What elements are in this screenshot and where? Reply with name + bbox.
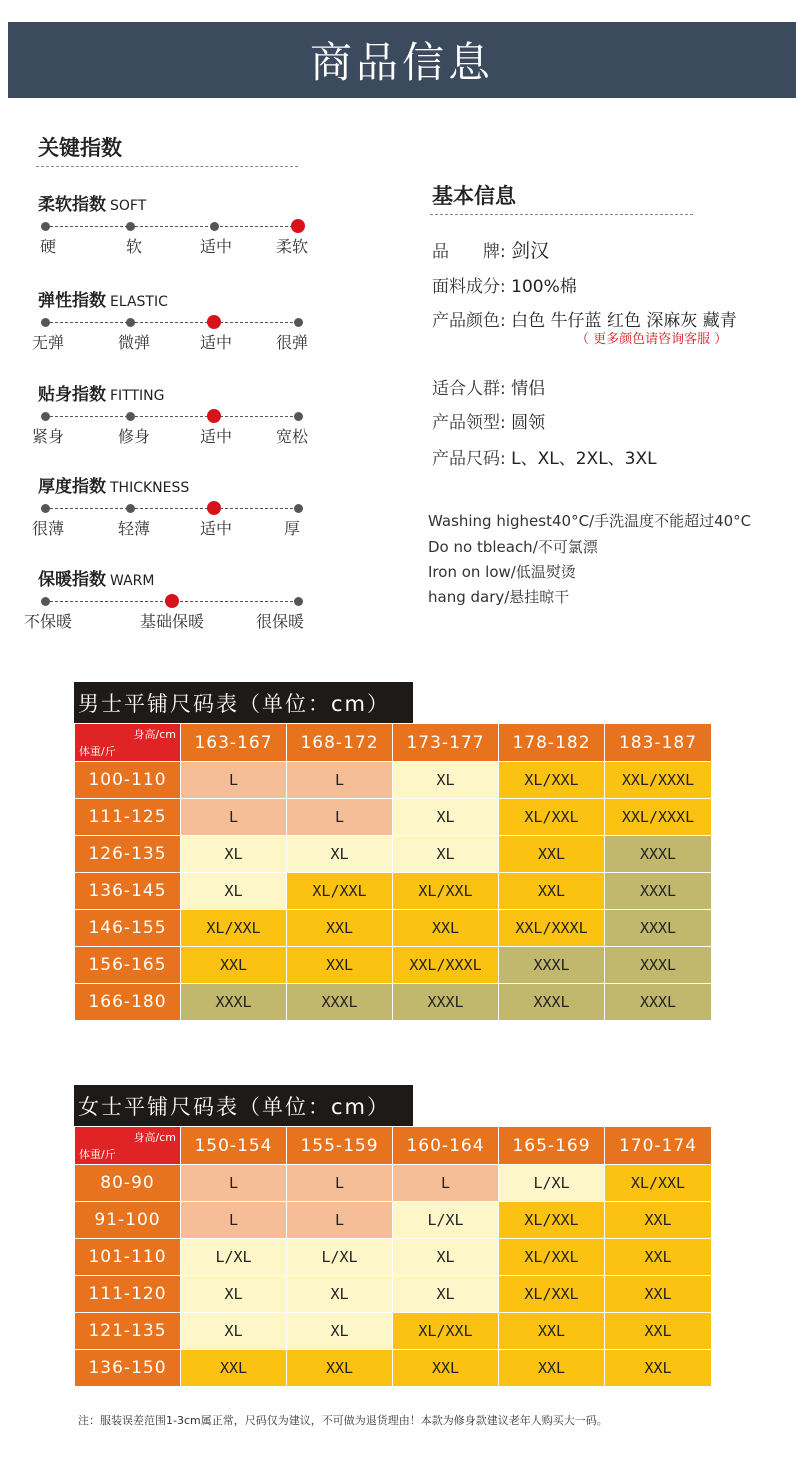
index-name: 柔软指数 [38,195,106,215]
women-size-cell: XL [287,1276,393,1313]
women-size-cell: L/XL [181,1239,287,1276]
men-height-header: 163-167 [181,724,287,762]
men-corner-cell [75,724,181,762]
men-size-cell: XXXL [605,873,712,910]
women-size-cell: L [181,1202,287,1239]
index-scale-dot [126,222,135,231]
index-scale-label: 很保暖 [255,612,305,631]
index-scale-label: 软 [125,237,143,256]
index-scale-dot [294,412,303,421]
basic-info-title: 基本信息 [432,184,516,208]
index-scale-label: 无弹 [31,333,65,352]
women-size-cell: XXL [181,1350,287,1387]
index-scale-line [45,322,298,323]
men-weight-header: 136-145 [75,873,181,910]
women-size-cell: XL [181,1276,287,1313]
men-table-row [75,947,712,984]
page-banner [8,22,796,98]
index-scale-marker [207,409,221,423]
basic-info-underline [430,214,693,215]
index-scale-label: 修身 [117,427,151,446]
size-value: L、XL、2XL、3XL [511,449,657,469]
women-size-cell: XL/XXL [499,1276,605,1313]
index-scale-dot [294,318,303,327]
men-size-cell: XL [393,762,499,799]
color-value: 白色 牛仔蓝 红色 深麻灰 藏青 [511,311,737,331]
men-table-row [75,873,712,910]
men-size-cell: XXXL [605,836,712,873]
index-scale-label: 不保暖 [23,612,73,631]
size-footnote: 注：服装误差范围1-3cm属正常，尺码仅为建议，不可做为退货理由！本款为修身款建议老年人购买大一码。 [78,1414,608,1427]
men-table-row [75,984,712,1021]
crowd-value: 情侣 [511,379,546,399]
index-scale-label: 很弹 [275,333,309,352]
index-name: 贴身指数 [38,385,106,405]
men-size-cell: XXL [287,910,393,947]
index-scale-label: 柔软 [275,237,309,256]
men-size-cell: XL/XXL [287,873,393,910]
index-scale-label: 适中 [199,427,233,446]
corner-height-label: 身高/cm [133,1131,176,1144]
men-size-cell: XL [287,836,393,873]
women-size-cell: XL [287,1313,393,1350]
women-size-cell: XXL [605,1202,712,1239]
men-size-cell: XXL/XXXL [499,910,605,947]
index-scale-line [45,416,298,417]
women-weight-header: 91-100 [75,1202,181,1239]
men-size-cell: L [181,799,287,836]
fabric-value: 100%棉 [511,277,577,297]
men-weight-header: 100-110 [75,762,181,799]
women-size-cell: XL/XXL [499,1239,605,1276]
key-index-underline [36,166,298,167]
women-size-cell: XXL [499,1350,605,1387]
men-size-cell: XL/XXL [393,873,499,910]
index-scale-marker [165,594,179,608]
men-height-header: 183-187 [605,724,712,762]
women-size-cell: L [181,1165,287,1202]
collar-line [432,408,545,433]
women-size-cell: XL/XXL [393,1313,499,1350]
men-size-cell: XL/XXL [181,910,287,947]
index-scale-label: 适中 [199,237,233,256]
women-size-table [74,1126,712,1387]
index-en-name: THICKNESS [110,480,190,496]
crowd-label: 适合人群: [432,379,506,399]
color-label: 产品颜色: [432,311,506,331]
corner-weight-label: 体重/斤 [79,1148,116,1161]
care-line: hang dary/悬挂晾干 [428,588,570,606]
women-weight-header: 111-120 [75,1276,181,1313]
collar-label: 产品领型: [432,413,506,433]
brand-label: 品 牌: [432,242,506,262]
corner-height-label: 身高/cm [133,728,176,741]
men-header-row [75,724,712,762]
size-line [432,444,657,469]
index-scale-label: 宽松 [275,427,309,446]
men-size-cell: L [287,762,393,799]
men-size-cell: XXXL [499,984,605,1021]
women-size-cell: XXL [605,1239,712,1276]
index-scale-label: 适中 [199,333,233,352]
index-scale-dot [41,504,50,513]
index-scale-dot [41,597,50,606]
index-scale-line [45,226,298,227]
men-height-header: 173-177 [393,724,499,762]
women-height-header: 170-174 [605,1127,712,1165]
men-size-cell: XXL [181,947,287,984]
women-size-table-title: 女士平铺尺码表（单位：cm） [74,1085,413,1126]
women-table-row [75,1202,712,1239]
men-weight-header: 126-135 [75,836,181,873]
men-size-cell: XL [181,873,287,910]
men-size-cell: XL [393,799,499,836]
index-scale-dot [294,504,303,513]
women-size-cell: XL [393,1276,499,1313]
women-size-cell: L/XL [393,1202,499,1239]
men-size-table-title: 男士平铺尺码表（单位：cm） [74,682,413,723]
women-height-header: 160-164 [393,1127,499,1165]
men-table-row [75,762,712,799]
men-size-cell: L [181,762,287,799]
index-scale-dot [41,222,50,231]
women-size-cell: XXL [605,1350,712,1387]
women-size-cell: XXL [393,1350,499,1387]
men-size-cell: L [287,799,393,836]
women-size-cell: L/XL [287,1239,393,1276]
index-scale-label: 适中 [199,519,233,538]
women-size-cell: XXL [605,1313,712,1350]
index-scale-dot [294,597,303,606]
index-name: 弹性指数 [38,291,106,311]
color-note: （ 更多颜色请咨询客服 ） [576,332,728,347]
corner-weight-label: 体重/斤 [79,745,116,758]
men-table-row [75,910,712,947]
care-line: Do no tbleach/不可氯漂 [428,538,598,556]
men-size-cell: XXXL [287,984,393,1021]
men-size-cell: XXL/XXXL [605,799,712,836]
index-en-name: ELASTIC [110,294,168,310]
women-size-cell: L/XL [499,1165,605,1202]
index-heading [38,380,165,405]
men-size-cell: XXXL [605,910,712,947]
index-name: 保暖指数 [38,570,106,590]
men-size-cell: XL [181,836,287,873]
index-scale-marker [207,315,221,329]
index-en-name: FITTING [110,388,165,404]
index-scale-label: 硬 [39,237,57,256]
index-scale-label: 紧身 [31,427,65,446]
women-size-cell: L [287,1202,393,1239]
index-scale-dot [126,412,135,421]
women-size-cell: XL [181,1313,287,1350]
men-size-cell: XXXL [393,984,499,1021]
men-weight-header: 156-165 [75,947,181,984]
men-weight-header: 111-125 [75,799,181,836]
men-size-cell: XXXL [181,984,287,1021]
index-heading [38,472,189,497]
fabric-line [432,272,577,297]
women-table-row [75,1276,712,1313]
men-height-header: 168-172 [287,724,393,762]
women-size-cell: L [287,1165,393,1202]
women-size-cell: L [393,1165,499,1202]
men-size-cell: XXL [287,947,393,984]
brand-value: 剑汉 [511,240,550,262]
women-size-cell: XXL [287,1350,393,1387]
men-size-cell: XL/XXL [499,762,605,799]
index-scale-label: 厚 [283,519,301,538]
banner-title: 商品信息 [309,38,494,87]
men-weight-header: 166-180 [75,984,181,1021]
index-scale-label: 轻薄 [117,519,151,538]
men-size-cell: XXXL [605,947,712,984]
index-scale-dot [210,222,219,231]
men-size-cell: XXL/XXXL [393,947,499,984]
collar-value: 圆领 [511,413,546,433]
women-weight-header: 80-90 [75,1165,181,1202]
men-size-cell: XL/XXL [499,799,605,836]
care-line: Washing highest40°C/手洗温度不能超过40°C [428,512,752,530]
women-size-cell: XL/XXL [499,1202,605,1239]
men-table-row [75,799,712,836]
women-header-row [75,1127,712,1165]
women-size-cell: XXL [499,1313,605,1350]
men-weight-header: 146-155 [75,910,181,947]
index-en-name: WARM [110,573,155,589]
women-height-header: 165-169 [499,1127,605,1165]
men-size-cell: XXL/XXXL [605,762,712,799]
brand-line [432,236,549,263]
women-size-cell: XXL [605,1276,712,1313]
care-line: Iron on low/低温熨烫 [428,563,576,581]
men-size-table [74,723,712,1021]
women-table-row [75,1350,712,1387]
index-scale-line [45,508,298,509]
index-name: 厚度指数 [38,477,106,497]
index-scale-dot [126,504,135,513]
men-size-cell: XL [393,836,499,873]
index-scale-label: 基础保暖 [139,612,205,631]
women-table-row [75,1313,712,1350]
women-table-row [75,1165,712,1202]
crowd-line [432,374,545,399]
women-weight-header: 136-150 [75,1350,181,1387]
index-scale-dot [126,318,135,327]
index-heading [38,286,168,311]
women-corner-cell [75,1127,181,1165]
men-size-cell: XXXL [605,984,712,1021]
index-scale-label: 微弹 [117,333,151,352]
index-scale-marker [207,501,221,515]
men-height-header: 178-182 [499,724,605,762]
size-label: 产品尺码: [432,449,506,469]
women-weight-header: 121-135 [75,1313,181,1350]
index-en-name: SOFT [110,198,147,214]
index-scale-marker [291,219,305,233]
men-size-cell: XXL [393,910,499,947]
women-height-header: 150-154 [181,1127,287,1165]
women-size-cell: XL/XXL [605,1165,712,1202]
key-index-title: 关键指数 [38,136,122,160]
women-height-header: 155-159 [287,1127,393,1165]
men-size-cell: XXXL [499,947,605,984]
index-scale-dot [41,318,50,327]
women-weight-header: 101-110 [75,1239,181,1276]
men-size-cell: XXL [499,836,605,873]
women-size-cell: XL [393,1239,499,1276]
index-heading [38,565,154,590]
index-heading [38,190,146,215]
women-table-row [75,1239,712,1276]
men-table-row [75,836,712,873]
fabric-label: 面料成分: [432,277,506,297]
index-scale-label: 很薄 [31,519,65,538]
index-scale-dot [41,412,50,421]
men-size-cell: XXL [499,873,605,910]
